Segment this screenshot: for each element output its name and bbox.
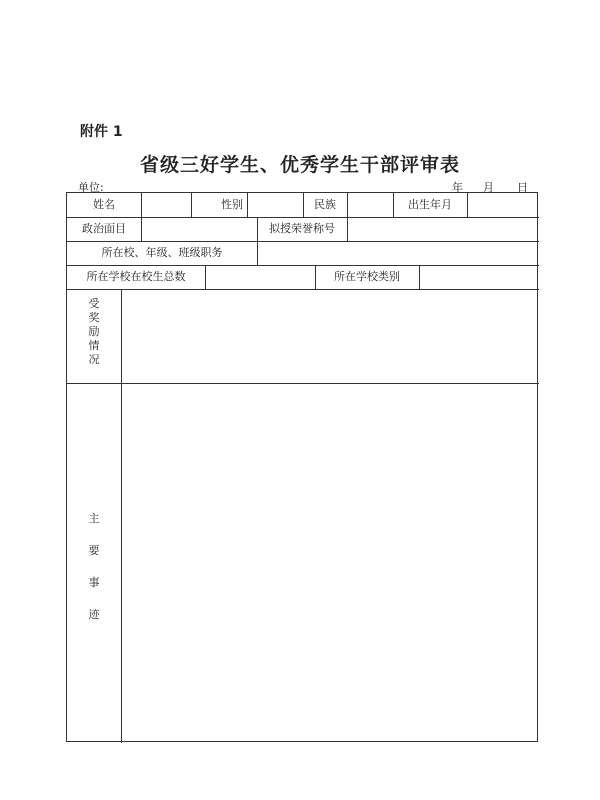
honor-label: 拟授荣誉称号 <box>269 222 335 235</box>
attachment-label: 附件 1 <box>80 124 123 140</box>
gender-label: 性别 <box>221 198 243 211</box>
awards-label: 受 奖 励 情 况 <box>88 297 100 366</box>
evaluation-form <box>66 192 538 742</box>
year-label: 年 <box>452 181 463 194</box>
unit-label: 单位: <box>78 181 104 194</box>
month-label: 月 <box>483 181 494 194</box>
total-students-label: 所在学校在校生总数 <box>86 270 186 283</box>
birth-label: 出生年月 <box>408 198 452 211</box>
name-label: 姓名 <box>93 198 115 211</box>
page-title: 省级三好学生、优秀学生干部评审表 <box>139 154 460 176</box>
politics-label: 政治面目 <box>82 222 126 235</box>
ethnicity-label: 民族 <box>314 198 336 211</box>
day-label: 日 <box>517 181 528 194</box>
school-type-label: 所在学校类别 <box>334 270 400 283</box>
deeds-label: 主 要 事 迹 <box>88 512 100 621</box>
school-grade-class-label: 所在校、年级、班级职务 <box>101 246 223 259</box>
